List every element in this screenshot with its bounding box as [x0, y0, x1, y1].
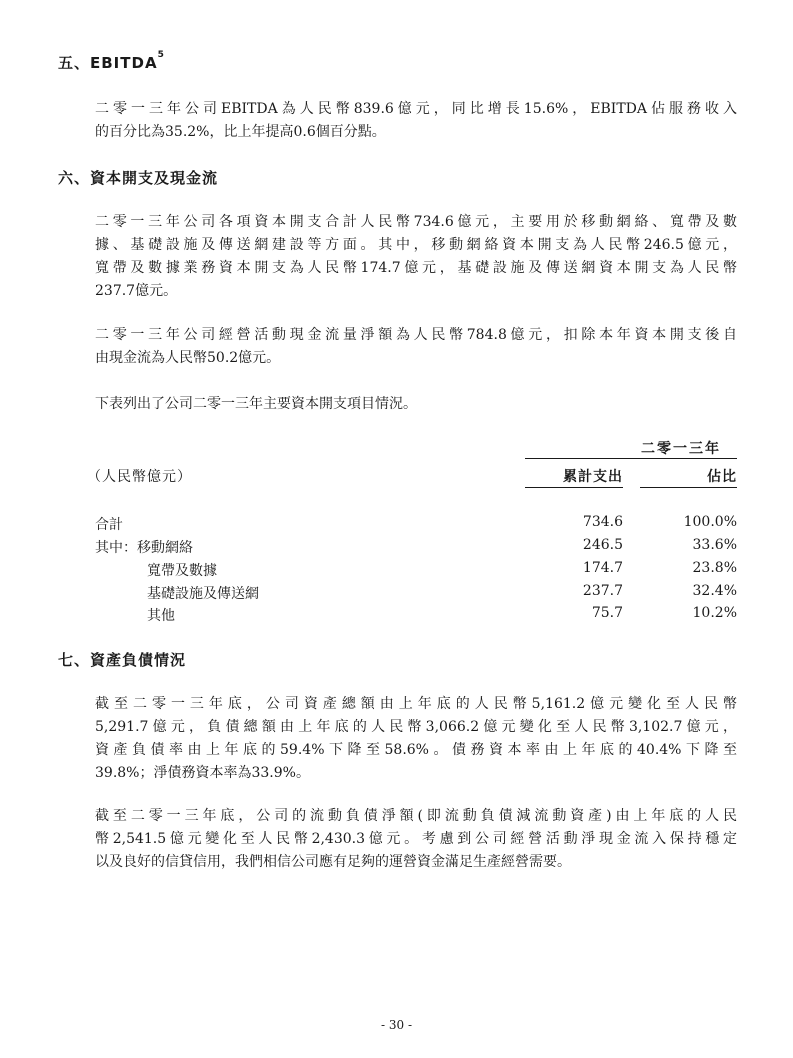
- paragraph-line: 幣2,541.5億元變化至人民幣2,430.3億元。考慮到公司經營活動淨現金流入保持穩定: [95, 831, 737, 847]
- balance-paragraph-2: [95, 805, 737, 874]
- paragraph-line: 二零一三年公司EBITDA為人民幣839.6億元，同比增長15.6%，EBITDA佔服務收入: [95, 101, 737, 117]
- paragraph-line: 截至二零一三年底，公司資產總額由上年底的人民幣5,161.2億元變化至人民幣: [95, 696, 737, 712]
- paragraph-line: 以及良好的信貸信用，我們相信公司應有足夠的運營資金滿足生產經營需要。: [95, 854, 571, 870]
- row-value: 734.6: [582, 514, 623, 530]
- paragraph-line: 據、基礎設施及傳送網建設等方面。其中，移動網絡資本開支為人民幣246.5億元，: [95, 237, 737, 253]
- row-label: 其中：移動網絡: [95, 540, 193, 556]
- paragraph-line: 下表列出了公司二零一三年主要資本開支項目情況。: [95, 396, 417, 412]
- paragraph-line: 二零一三年公司各項資本開支合計人民幣734.6億元，主要用於移動網絡、寬帶及數: [95, 214, 737, 230]
- paragraph-line: 由現金流為人民幣50.2億元。: [95, 350, 281, 366]
- heading-text: 五、EBITDA: [58, 54, 158, 72]
- table-row-total: [95, 514, 737, 536]
- balance-paragraph-1: [95, 693, 737, 785]
- section-heading-balance: 七、資產負債情況: [58, 651, 187, 669]
- paragraph-line: 資產負債率由上年底的59.4%下降至58.6%。債務資本率由上年底的40.4%下降至: [95, 742, 737, 758]
- page-number: - 30 -: [380, 1018, 412, 1032]
- paragraph-line: 237.7億元。: [95, 283, 178, 299]
- table-row: [95, 537, 737, 559]
- paragraph-line: 截至二零一三年底，公司的流動負債淨額(即流動負債減流動資產)由上年底的人民: [95, 808, 737, 824]
- table-row: [95, 583, 737, 605]
- row-label: 合計: [95, 517, 123, 533]
- table-row: [95, 560, 737, 582]
- paragraph-line: 39.8%；淨債務資本率為33.9%。: [95, 765, 310, 781]
- paragraph-line: 5,291.7億元，負債總額由上年底的人民幣3,066.2億元變化至人民幣3,102.7億元，: [95, 719, 737, 735]
- row-percent: 23.8%: [692, 560, 737, 576]
- capex-table: [87, 436, 737, 636]
- row-label: 其他: [147, 608, 175, 624]
- year-underline: [525, 458, 737, 459]
- paragraph-line: 的百分比為35.2%，比上年提高0.6個百分點。: [95, 124, 386, 140]
- row-label: 基礎設施及傳送網: [147, 586, 259, 602]
- column-underline: [640, 487, 737, 488]
- capex-paragraph-3: [95, 393, 737, 416]
- row-value: 174.7: [582, 560, 623, 576]
- row-percent: 10.2%: [692, 605, 737, 621]
- row-value: 246.5: [582, 537, 623, 553]
- paragraph-line: 寬帶及數據業務資本開支為人民幣174.7億元，基礎設施及傳送網資本開支為人民幣: [95, 260, 737, 276]
- column-header-share: 佔比: [707, 469, 737, 485]
- footnote-marker: 5: [157, 50, 164, 60]
- row-label: 寬帶及數據: [147, 563, 217, 579]
- table-year-header: 二零一三年: [641, 441, 721, 457]
- row-value: 237.7: [582, 583, 623, 599]
- capex-paragraph-1: [95, 211, 737, 303]
- row-percent: 33.6%: [692, 537, 737, 553]
- column-header-expenditure: 累計支出: [563, 469, 623, 485]
- table-row: [95, 605, 737, 627]
- row-value: 75.7: [591, 605, 623, 621]
- section-heading-capex: 六、資本開支及現金流: [58, 169, 219, 187]
- capex-paragraph-2: [95, 324, 737, 370]
- ebitda-paragraph: [95, 98, 737, 144]
- paragraph-line: 二零一三年公司經營活動現金流量淨額為人民幣784.8億元，扣除本年資本開支後自: [95, 327, 737, 343]
- table-unit-label: （人民幣億元）: [87, 469, 192, 485]
- section-heading-ebitda: [58, 52, 164, 73]
- column-underline: [525, 487, 623, 488]
- row-percent: 100.0%: [683, 514, 737, 530]
- row-percent: 32.4%: [692, 583, 737, 599]
